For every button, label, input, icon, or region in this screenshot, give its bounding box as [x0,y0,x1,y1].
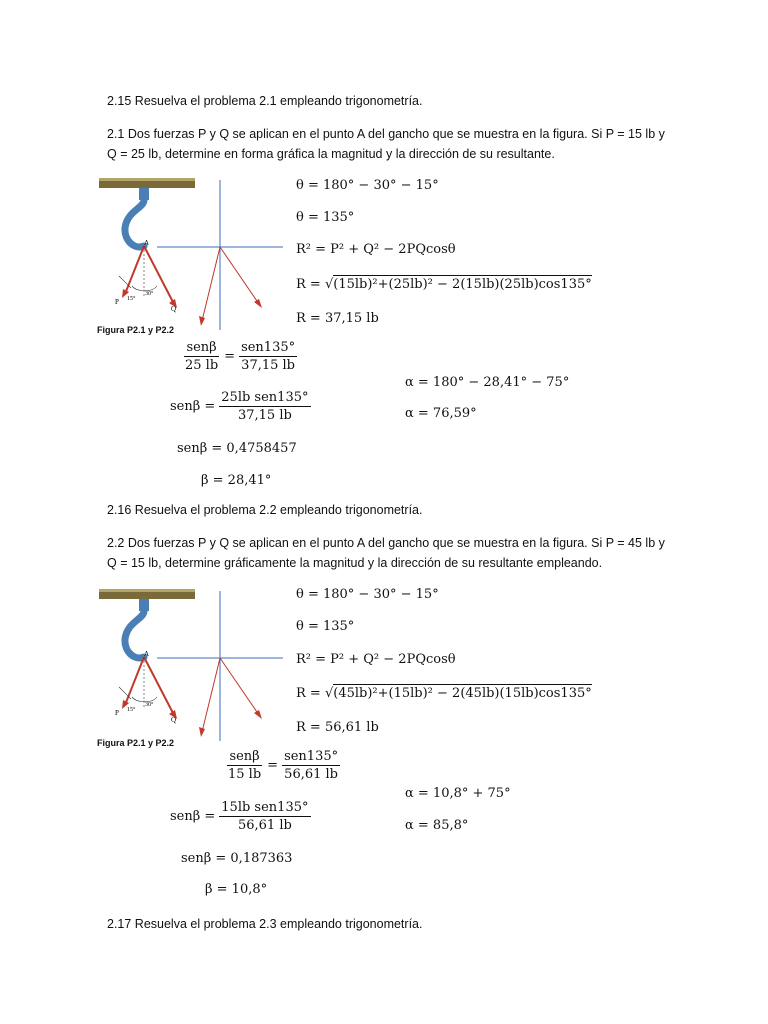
problem-2-2-line1: 2.2 Dos fuerzas P y Q se aplican en el punto A del gancho que se muestra en la figura. Si P = 45 lb y [107,536,665,550]
sine-law-eq-1 [226,749,340,782]
theta-eq-1: θ = 180° − 30° − 15° [296,178,439,193]
vector-q [220,247,259,304]
r-radicand: (15lb)²+(25lb)² − 2(15lb)(25lb)cos135° [333,277,592,292]
sine-law-eq-1 [183,340,297,373]
frac-num: 25lb sen135° [221,390,309,405]
r-lhs: R = [296,277,325,292]
frac-den: 15 lb [228,767,262,782]
resultant-vector [202,247,220,321]
frac-den: 56,61 lb [237,818,292,833]
problem-2-1-line2: Q = 25 lb, determine en forma gráfica la magnitud y la dirección de su resultante. [107,147,555,161]
problem-2-1-line1: 2.1 Dos fuerzas P y Q se aplican en el punto A del gancho que se muestra en la figura. Si P = 15 lb y [107,127,665,141]
frac-lhs: senβ = [170,399,216,414]
resultant-vector [202,658,220,732]
point-a-label: A [144,239,150,247]
label-q: Q [171,305,177,313]
r-sqrt-expression: R = √(15lb)²+(25lb)² − 2(15lb)(25lb)cos135° [296,277,592,292]
angle-15-label: 15° [127,296,136,302]
sin-beta-value: senβ = 0,4758457 [177,441,297,456]
theta-eq-2: θ = 135° [296,619,355,634]
point-a-label: A [144,650,150,658]
alpha-eq-1: α = 180° − 28,41° − 75° [405,375,570,390]
label-p: P [115,709,119,717]
vector-diagram-1 [155,176,285,336]
frac-den: 25 lb [185,358,219,373]
alpha-eq-2: α = 85,8° [405,818,469,833]
r-radicand: (45lb)²+(15lb)² − 2(45lb)(15lb)cos135° [333,686,592,701]
frac-den: 37,15 lb [237,408,292,423]
beta-value: β = 10,8° [205,882,268,897]
problem-2-15-heading: 2.15 Resuelva el problema 2.1 empleando trigonometría. [107,94,423,108]
angle-15-label: 15° [127,707,136,713]
frac-den: 56,61 lb [284,767,338,782]
theta-eq-1: θ = 180° − 30° − 15° [296,587,439,602]
problem-2-16-heading: 2.16 Resuelva el problema 2.2 empleando trigonometría. [107,503,423,517]
angle-30-label: 30° [145,702,154,708]
law-of-cosines: R² = P² + Q² − 2PQcosθ [296,652,456,667]
r-value: R = 56,61 lb [296,720,379,735]
r-lhs: R = [296,686,325,701]
sine-law-eq-2 [170,800,311,833]
frac-lhs: senβ = [170,809,216,824]
r-sqrt-expression: R = √(45lb)²+(15lb)² − 2(45lb)(15lb)cos135° [296,686,592,701]
angle-30-label: 30° [145,291,154,297]
vector-p-arrow [125,657,144,705]
r-value: R = 37,15 lb [296,311,379,326]
problem-2-2-line2: Q = 15 lb, determine gráficamente la magnitud y la dirección de su resultante empleando. [107,556,603,570]
frac-num: sen135° [284,749,339,764]
sin-beta-value: senβ = 0,187363 [181,851,293,866]
alpha-eq-1: α = 10,8° + 75° [405,786,511,801]
problem-2-17-heading: 2.17 Resuelva el problema 2.3 empleando trigonometría. [107,917,423,931]
frac-den: 37,15 lb [241,358,295,373]
equals-sign: = [267,758,279,773]
vector-p-arrow [125,246,144,294]
frac-num: senβ [229,749,260,764]
law-of-cosines: R² = P² + Q² − 2PQcosθ [296,242,456,257]
beta-value: β = 28,41° [201,473,272,488]
equals-sign: = [224,349,236,364]
frac-num: 15lb sen135° [221,800,309,815]
vector-diagram-2 [155,587,285,747]
frac-num: sen135° [241,340,296,355]
theta-eq-2: θ = 135° [296,210,355,225]
figure-caption-1: Figura P2.1 y P2.2 [97,325,175,335]
figure-caption-2: Figura P2.1 y P2.2 [97,738,175,748]
frac-num: senβ [186,340,217,355]
alpha-eq-2: α = 76,59° [405,406,477,421]
label-p: P [115,298,119,306]
sine-law-eq-2 [170,390,311,423]
label-q: Q [171,716,177,724]
vector-q [220,658,259,715]
